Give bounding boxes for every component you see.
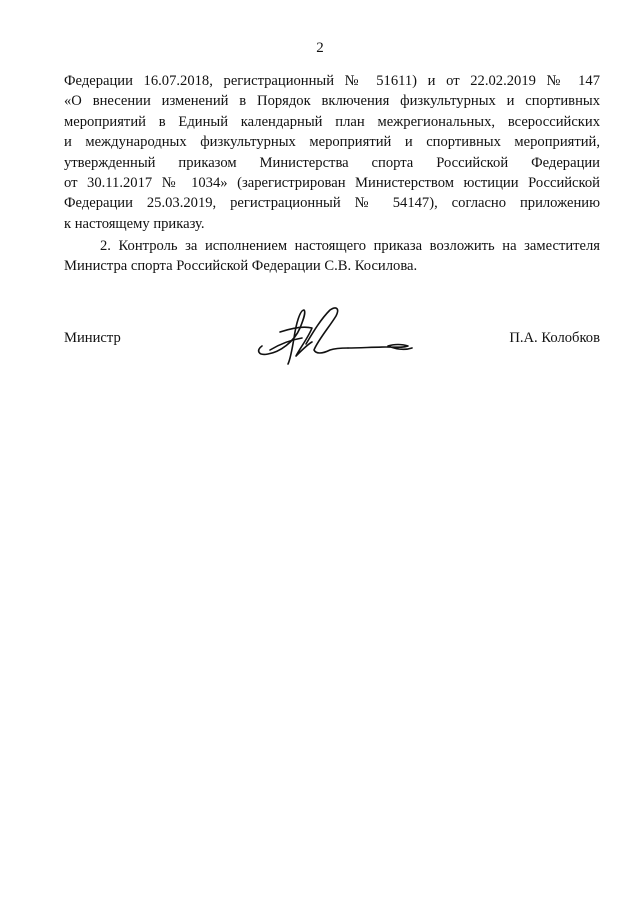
paragraph-1 <box>64 71 600 234</box>
signer-title: Министр <box>64 330 121 346</box>
paragraph-1-line: мероприятий в Единый календарный план межрегиональных, всероссийских <box>64 113 600 130</box>
paragraph-2-line: 2. Контроль за исполнением настоящего приказа возложить на заместителя <box>100 238 600 254</box>
paragraph-2 <box>64 236 600 277</box>
handwritten-signature-icon <box>250 298 420 368</box>
paragraph-1-line: от 30.11.2017 № 1034» (зарегистрирован Министерством юстиции Российской <box>64 175 600 192</box>
signer-name: П.А. Колобков <box>509 330 600 346</box>
paragraph-1-line: к настоящему приказу. <box>64 215 205 232</box>
paragraph-1-line: Федерации 16.07.2018, регистрационный № 51611) и от 22.02.2019 № 147 <box>64 73 600 89</box>
paragraph-1-line: и международных физкультурных мероприятий и спортивных мероприятий, <box>64 134 600 151</box>
paragraph-2-line: Министра спорта Российской Федерации С.В. Косилова. <box>64 258 418 275</box>
paragraph-1-line: утвержденный приказом Министерства спорта Российской Федерации <box>64 154 600 171</box>
paragraph-1-line: «О внесении изменений в Порядок включения физкультурных и спортивных <box>64 93 600 110</box>
paragraph-1-line: Федерации 25.03.2019, регистрационный № 54147), согласно приложению <box>64 195 600 212</box>
page-number: 2 <box>316 40 324 56</box>
